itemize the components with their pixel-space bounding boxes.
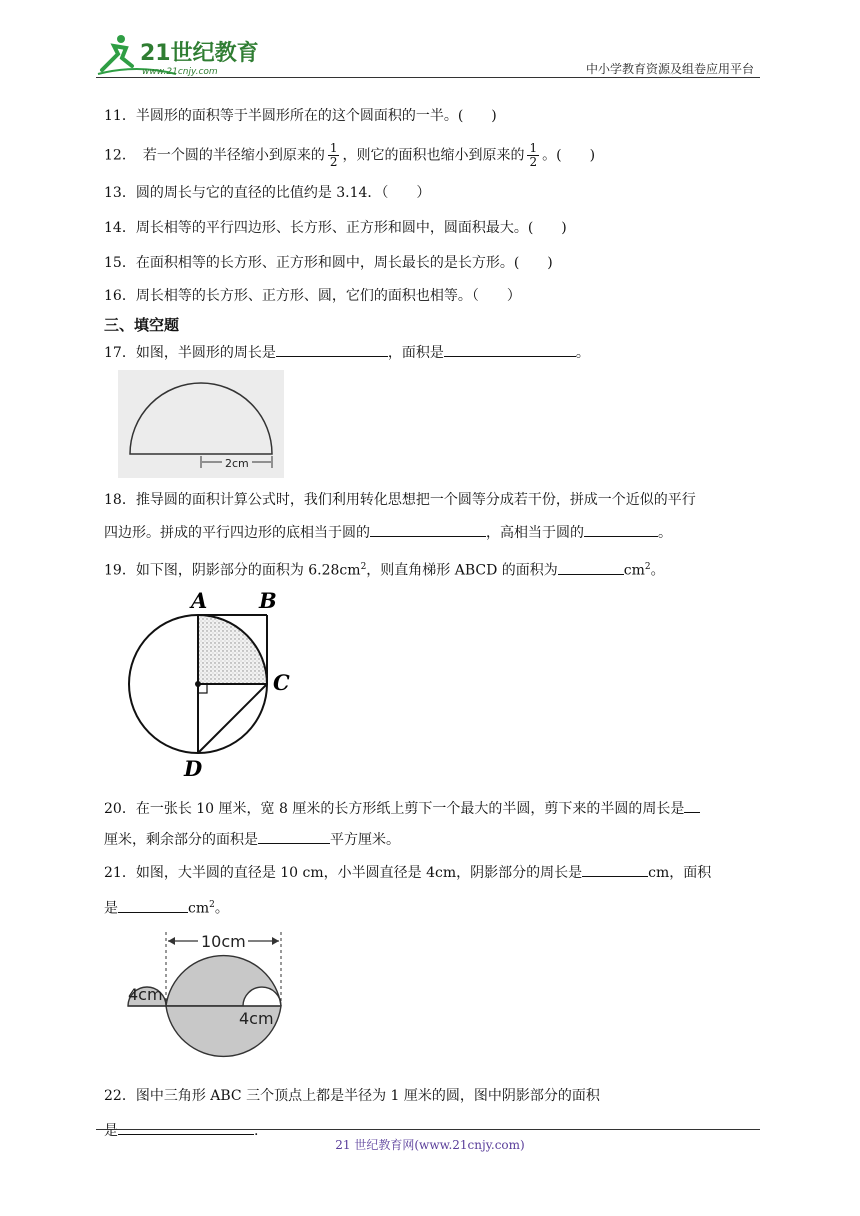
answer-blank[interactable] [118,1120,254,1135]
svg-text:B: B [259,588,277,613]
section-title: 三、填空题 [104,316,180,334]
question-20-line1: 20．在一张长 10 厘米，宽 8 厘米的长方形纸上剪下一个最大的半圆，剪下来的半圆的周长是 [104,798,700,819]
fraction-half: $\frac{1}{2}$ [329,141,338,169]
answer-blank[interactable] [370,522,486,537]
svg-text:C: C [273,670,290,695]
answer-blank[interactable] [118,898,188,913]
question-21-line2: 是 $cm^2$。 [104,895,229,919]
question-12: 12． 若一个圆的半径缩小到原来的 $\frac{1}{2}$ ，则它的面积也缩小到原来的 $\frac{1}{2}$ 。( ) [104,141,596,169]
question-15: 15．在面积相等的长方形、正方形和圆中，周长最长的是长方形。( ) [104,255,553,271]
svg-text:10cm: 10cm [201,932,246,951]
answer-blank[interactable] [276,342,388,357]
header-divider [96,77,760,78]
answer-blank[interactable] [582,862,648,877]
svg-text:D: D [184,756,203,781]
question-21-line1: 21．如图，大半圆的直径是 10 cm，小半圆直径是 4cm，阴影部分的周长是 cm，面积 [104,862,711,883]
question-18-line1: 18．推导圆的面积计算公式时，我们利用转化思想把一个圆等分成若干份，拼成一个近似的平行 [104,492,696,508]
answer-blank[interactable] [444,342,576,357]
question-13: 13．圆的周长与它的直径的比值约是 3.14．（ ） [104,185,431,201]
footer-text: 21 世纪教育网(www.21cnjy.com) [335,1138,525,1152]
svg-text:21世纪教育: 21世纪教育 [140,41,259,66]
question-22-line2: 是 . [104,1120,258,1141]
svg-text:www.21cnjy.com: www.21cnjy.com [142,67,218,77]
question-18-line2: 四边形。拼成的平行四边形的底相当于圆的 ，高相当于圆的 。 [104,522,672,543]
platform-name: 中小学教育资源及组卷应用平台 [585,62,754,76]
question-14: 14．周长相等的平行四边形、长方形、正方形和圆中，圆面积最大。( ) [104,220,567,236]
svg-text:A: A [191,588,208,613]
svg-text:2cm: 2cm [225,457,249,470]
answer-blank[interactable] [584,522,658,537]
fraction-half: $\frac{1}{2}$ [529,141,538,169]
logo [96,30,271,78]
answer-blank[interactable] [684,798,700,813]
question-22-line1: 22．图中三角形 ABC 三个顶点上都是半径为 1 厘米的圆，图中阴影部分的面积 [104,1088,600,1104]
question-20-line2: 厘米，剩余部分的面积是 平方厘米。 [104,829,400,850]
question-17: 17．如图，半圆形的周长是 ，面积是 。 [104,342,590,363]
svg-text:4cm: 4cm [239,1009,274,1028]
answer-blank[interactable] [258,829,330,844]
answer-blank[interactable] [558,560,624,575]
semicircle-figure [118,370,284,478]
svg-text:4cm: 4cm [128,985,163,1004]
footer-divider [96,1129,760,1130]
question-19: 19．如下图，阴影部分的面积为 $6.28cm^2$，则直角梯形 ABCD 的面积为 $cm^2$。 [104,557,665,581]
circle-trapezoid-figure [118,586,302,782]
question-16: 16．周长相等的长方形、正方形、圆，它们的面积也相等。（ ） [104,288,521,304]
semicircles-figure [118,924,290,1064]
question-11: 11．半圆形的面积等于半圆形所在的这个圆面积的一半。( ) [104,108,497,124]
page-header [96,30,760,78]
